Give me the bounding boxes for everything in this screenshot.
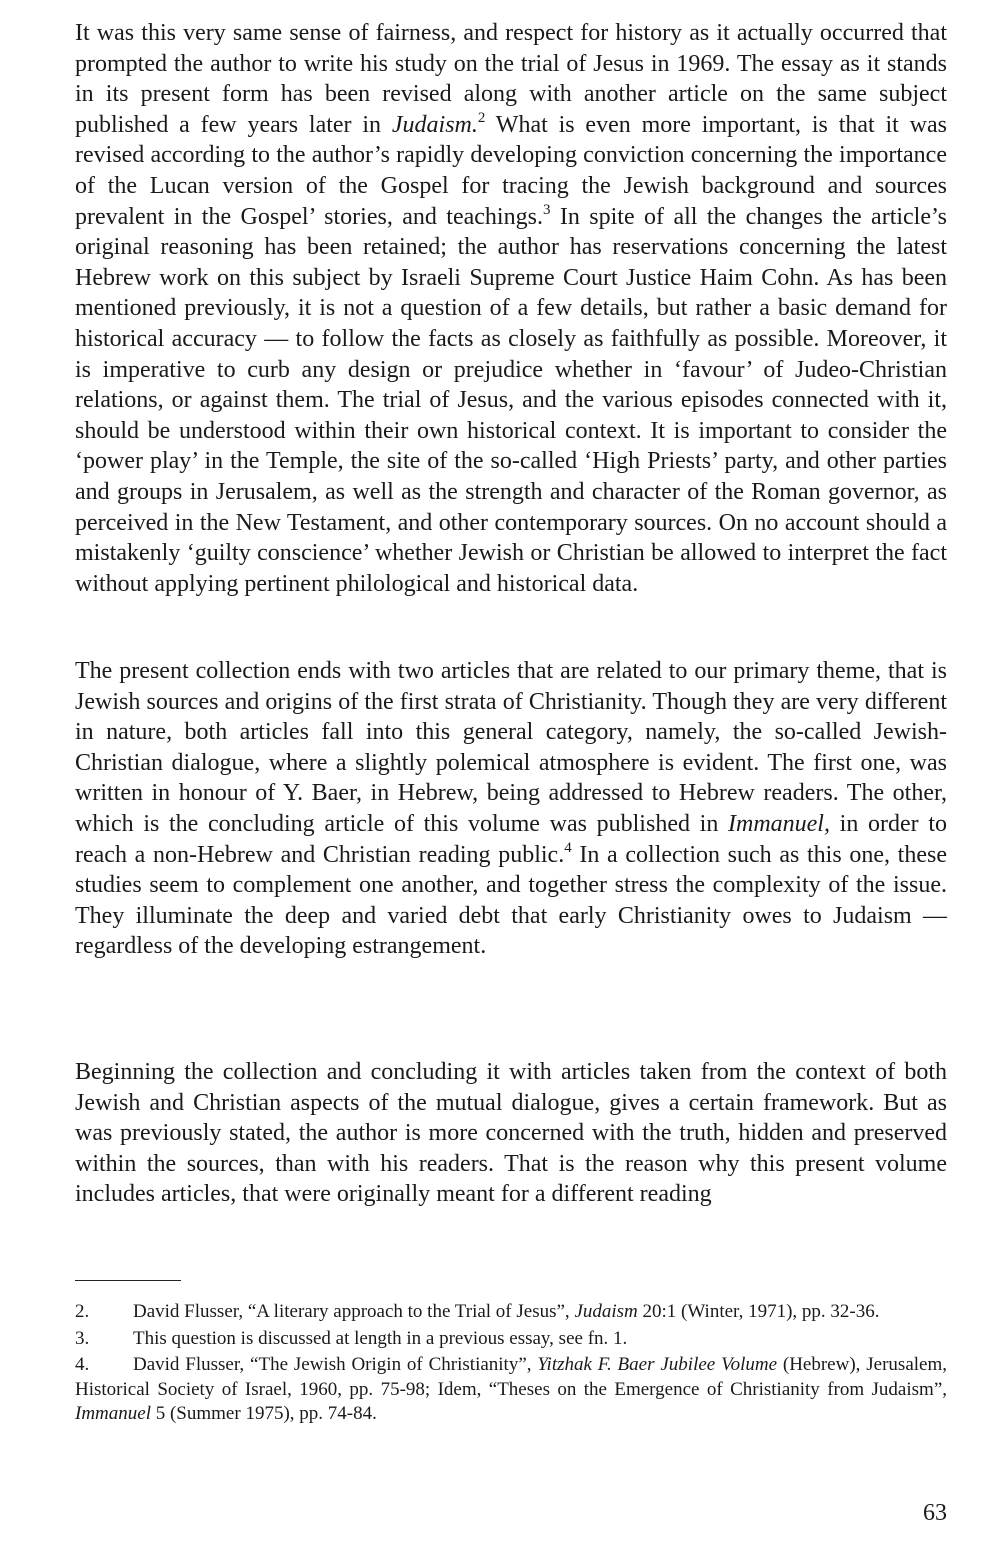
footnote [75,1353,947,1427]
text-run: In a collection such as this one, these studies seem to complement one another, and together stress the complexity of the issue. They illuminate the deep and varied debt that early Christianity owes to Judaism — regardless of the developing estrangement. [75,841,947,960]
footnote [75,1327,947,1352]
text-run: What is even more important, is that it was revised according to the author’s rapidly developing conviction concerning the importance of the Lucan version of the Gospel for tracing the Jewish background and sources prevalent in the Gospel’ stories, and teachings. [75,111,947,230]
text-run: This question is discussed at length in a previous essay, see fn. 1. [133,1327,628,1349]
text-run: Beginning the collection and concluding it with articles taken from the context of both Jewish and Christian aspects of the mutual dialogue, gives a certain framework. But as was previously stated, the author is more concerned with the truth, hidden and preserved within the sources, than with his readers. That is the reason why this present volume includes articles, that were originally meant for a different reading [75,1059,947,1208]
italic-text: Yitzhak F. Baer Jubilee Volume [537,1354,778,1375]
italic-text: Judaism. [391,111,478,138]
text-run: It was this very same sense of fairness, and respect for history as it actually occurred that prompted the author to write his study on the trial of Jesus in 1969. The essay as it stands in its present form has been revised along with another article on the same subject published a few years later in [75,20,947,138]
footnote-separator [75,1280,181,1281]
footnote [75,1300,947,1325]
text-run: 20:1 (Winter, 1971), pp. 32-36. [637,1301,880,1322]
footnote-reference: 2 [477,109,486,126]
text-run: David Flusser, “The Jewish Origin of Christianity”, [133,1354,538,1375]
text-run: (Hebrew), Jerusalem, Historical Society of Israel, 1960, pp. 75-98; Idem, “Theses on the Emergence of Christianity from Judaism”, [75,1354,948,1400]
italic-text: Judaism [574,1301,638,1322]
italic-text: Immanuel [75,1403,151,1424]
footnotes [75,1300,947,1429]
text-run: in order to reach a non-Hebrew and Christian reading public. [75,810,947,868]
body-paragraph [75,18,947,599]
footnote-number: 4. [75,1354,90,1375]
page-number: 63 [923,1500,947,1526]
body-paragraph [75,1057,947,1210]
text-run: David Flusser, “A literary approach to the Trial of Jesus”, [133,1301,575,1322]
footnote-number: 2. [75,1301,90,1322]
body-paragraph [75,656,947,962]
text-run: The present collection ends with two articles that are related to our primary theme, that is Jewish sources and origins of the first strata of Christianity. Though they are very different in nature, both articles fall into this general category, namely, the so-called Jewish-Christian dialogue, where a slightly polemical atmosphere is evident. The first one, was written in honour of Y. Baer, in Hebrew, being addressed to Hebrew readers. The other, which is the concluding article of this volume was published in [75,658,947,837]
footnote-number: 3. [75,1327,90,1349]
footnote-reference: 3 [542,201,551,218]
text-run: In spite of all the changes the article’s original reasoning has been retained; the author has reservations concerning the latest Hebrew work on this subject by Israeli Supreme Court Justice Haim Cohn. As has been mentioned previously, it is not a question of a few details, but rather a basic demand for historical accuracy — to follow the facts as closely as faithfully as possible. Moreover, it is imperative to curb any design or prejudice whether in ‘favour’ of Judeo-Christian relations, or against them. The trial of Jesus, and the various episodes connected with it, should be understood within their own historical context. It is important to consider the ‘power play’ in the Temple, the site of the so-called ‘High Priests’ party, and other parties and groups in Jerusalem, as well as the strength and character of the Roman governor, as perceived in the New Testament, and other contemporary sources. On no account should a mistakenly ‘guilty conscience’ whether Jewish or Christian be allowed to interpret the fact without applying pertinent philological and historical data. [75,203,948,597]
text-run: 5 (Summer 1975), pp. 74-84. [150,1403,377,1424]
footnote-reference: 4 [564,839,572,856]
italic-text: Immanuel, [728,810,830,837]
